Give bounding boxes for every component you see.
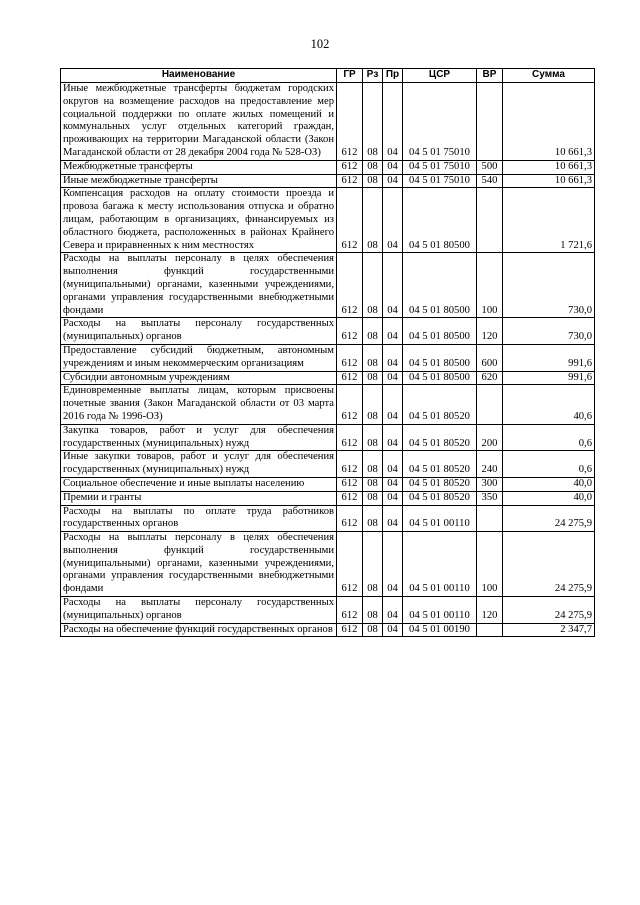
- row-name: Расходы на выплаты персоналу в целях обеспечения выполнения функций государственными (муниципальными) органами, казенными учреждениями, органами управления государственными внебюджетными фондами: [61, 532, 337, 597]
- row-sum: 1 721,6: [503, 188, 595, 253]
- row-pr: 04: [383, 371, 403, 385]
- row-vr: [477, 623, 503, 637]
- table-row: [61, 491, 595, 505]
- header-rz: Рз: [363, 69, 383, 83]
- row-rz: 08: [363, 188, 383, 253]
- row-gr: 612: [337, 597, 363, 624]
- row-name: Премии и гранты: [61, 491, 337, 505]
- row-name: Расходы на выплаты персоналу государственных (муниципальных) органов: [61, 318, 337, 345]
- row-vr: 120: [477, 318, 503, 345]
- row-pr: 04: [383, 424, 403, 451]
- row-rz: 08: [363, 385, 383, 424]
- row-pr: 04: [383, 532, 403, 597]
- row-vr: 600: [477, 344, 503, 371]
- row-sum: 0,6: [503, 451, 595, 478]
- row-gr: 612: [337, 371, 363, 385]
- row-gr: 612: [337, 532, 363, 597]
- header-name: Наименование: [61, 69, 337, 83]
- table-header-row: [61, 69, 595, 83]
- header-pr: Пр: [383, 69, 403, 83]
- row-vr: 500: [477, 160, 503, 174]
- row-vr: 240: [477, 451, 503, 478]
- row-vr: 100: [477, 253, 503, 318]
- row-csr: 04 5 01 80500: [403, 344, 477, 371]
- row-rz: 08: [363, 318, 383, 345]
- table-row: [61, 83, 595, 161]
- row-name: Иные закупки товаров, работ и услуг для обеспечения государственных (муниципальных) нужд: [61, 451, 337, 478]
- row-vr: 620: [477, 371, 503, 385]
- row-pr: 04: [383, 385, 403, 424]
- row-pr: 04: [383, 253, 403, 318]
- row-name: Расходы на выплаты персоналу в целях обеспечения выполнения функций государственными (муниципальными) органами, казенными учреждениями, органами управления государственными внебюджетными фондами: [61, 253, 337, 318]
- row-vr: 200: [477, 424, 503, 451]
- header-gr: ГР: [337, 69, 363, 83]
- row-sum: 40,0: [503, 491, 595, 505]
- row-rz: 08: [363, 623, 383, 637]
- row-sum: 24 275,9: [503, 505, 595, 532]
- row-csr: 04 5 01 75010: [403, 160, 477, 174]
- row-vr: 540: [477, 174, 503, 188]
- table-row: [61, 174, 595, 188]
- row-pr: 04: [383, 597, 403, 624]
- row-vr: 300: [477, 477, 503, 491]
- table-row: [61, 318, 595, 345]
- row-vr: 100: [477, 532, 503, 597]
- table-row: [61, 505, 595, 532]
- table-row: [61, 451, 595, 478]
- table-row: [61, 385, 595, 424]
- row-csr: 04 5 01 75010: [403, 83, 477, 161]
- row-pr: 04: [383, 477, 403, 491]
- row-name: Закупка товаров, работ и услуг для обеспечения государственных (муниципальных) нужд: [61, 424, 337, 451]
- row-sum: 991,6: [503, 344, 595, 371]
- row-vr: [477, 83, 503, 161]
- row-rz: 08: [363, 491, 383, 505]
- row-pr: 04: [383, 188, 403, 253]
- row-csr: 04 5 01 80520: [403, 451, 477, 478]
- row-csr: 04 5 01 00190: [403, 623, 477, 637]
- page-number: 102: [310, 37, 330, 51]
- row-pr: 04: [383, 344, 403, 371]
- row-gr: 612: [337, 83, 363, 161]
- table-body: [61, 83, 595, 637]
- row-gr: 612: [337, 188, 363, 253]
- row-rz: 08: [363, 505, 383, 532]
- row-csr: 04 5 01 80500: [403, 188, 477, 253]
- row-sum: 730,0: [503, 253, 595, 318]
- row-rz: 08: [363, 160, 383, 174]
- row-rz: 08: [363, 424, 383, 451]
- row-name: Иные межбюджетные трансферты: [61, 174, 337, 188]
- row-csr: 04 5 01 00110: [403, 597, 477, 624]
- table-row: [61, 253, 595, 318]
- row-sum: 730,0: [503, 318, 595, 345]
- row-csr: 04 5 01 80500: [403, 253, 477, 318]
- row-rz: 08: [363, 344, 383, 371]
- row-sum: 2 347,7: [503, 623, 595, 637]
- row-csr: 04 5 01 00110: [403, 532, 477, 597]
- row-name: Иные межбюджетные трансферты бюджетам городских округов на возмещение расходов на предоставление мер социальной поддержки по оплате жилых помещений и коммунальных услуг отдельных категорий граждан, проживающих на территории Магаданской области (Закон Магаданской области от 28 декабря 2004 года № 528-ОЗ): [61, 83, 337, 161]
- row-csr: 04 5 01 80500: [403, 371, 477, 385]
- row-gr: 612: [337, 253, 363, 318]
- row-gr: 612: [337, 344, 363, 371]
- row-gr: 612: [337, 505, 363, 532]
- row-sum: 10 661,3: [503, 160, 595, 174]
- row-csr: 04 5 01 80520: [403, 385, 477, 424]
- row-rz: 08: [363, 253, 383, 318]
- row-pr: 04: [383, 451, 403, 478]
- row-name: Расходы на выплаты персоналу государственных (муниципальных) органов: [61, 597, 337, 624]
- row-rz: 08: [363, 451, 383, 478]
- row-rz: 08: [363, 371, 383, 385]
- row-name: Компенсация расходов на оплату стоимости проезда и провоза багажа к месту использования отпуска и обратно лицам, работающим в организациях, финансируемых из областного бюджета, расположенных в районах Крайнего Севера и приравненных к ним местностях: [61, 188, 337, 253]
- row-name: Расходы на обеспечение функций государственных органов: [61, 623, 337, 637]
- row-csr: 04 5 01 00110: [403, 505, 477, 532]
- row-rz: 08: [363, 83, 383, 161]
- row-vr: [477, 188, 503, 253]
- row-gr: 612: [337, 174, 363, 188]
- row-gr: 612: [337, 318, 363, 345]
- table-row: [61, 160, 595, 174]
- row-gr: 612: [337, 477, 363, 491]
- row-pr: 04: [383, 174, 403, 188]
- row-sum: 24 275,9: [503, 597, 595, 624]
- header-csr: ЦСР: [403, 69, 477, 83]
- table-row: [61, 371, 595, 385]
- row-sum: 24 275,9: [503, 532, 595, 597]
- row-name: Социальное обеспечение и иные выплаты населению: [61, 477, 337, 491]
- budget-table: [60, 68, 595, 637]
- row-pr: 04: [383, 623, 403, 637]
- header-sum: Сумма: [503, 69, 595, 83]
- row-csr: 04 5 01 80500: [403, 318, 477, 345]
- row-pr: 04: [383, 83, 403, 161]
- row-vr: 350: [477, 491, 503, 505]
- row-rz: 08: [363, 597, 383, 624]
- row-sum: 0,6: [503, 424, 595, 451]
- table-row: [61, 344, 595, 371]
- row-csr: 04 5 01 80520: [403, 424, 477, 451]
- row-rz: 08: [363, 477, 383, 491]
- row-vr: 120: [477, 597, 503, 624]
- row-gr: 612: [337, 424, 363, 451]
- row-rz: 08: [363, 174, 383, 188]
- table-row: [61, 623, 595, 637]
- table-row: [61, 424, 595, 451]
- row-csr: 04 5 01 80520: [403, 491, 477, 505]
- row-sum: 40,0: [503, 477, 595, 491]
- row-sum: 10 661,3: [503, 83, 595, 161]
- row-name: Единовременные выплаты лицам, которым присвоены почетные звания (Закон Магаданской области от 03 марта 2016 года № 1996-ОЗ): [61, 385, 337, 424]
- row-pr: 04: [383, 318, 403, 345]
- row-sum: 40,6: [503, 385, 595, 424]
- row-rz: 08: [363, 532, 383, 597]
- row-name: Межбюджетные трансферты: [61, 160, 337, 174]
- row-pr: 04: [383, 160, 403, 174]
- row-name: Расходы на выплаты по оплате труда работников государственных органов: [61, 505, 337, 532]
- row-pr: 04: [383, 505, 403, 532]
- row-pr: 04: [383, 491, 403, 505]
- row-name: Предоставление субсидий бюджетным, автономным учреждениям и иным некоммерческим организациям: [61, 344, 337, 371]
- row-vr: [477, 385, 503, 424]
- table-row: [61, 188, 595, 253]
- row-gr: 612: [337, 451, 363, 478]
- row-csr: 04 5 01 75010: [403, 174, 477, 188]
- row-gr: 612: [337, 491, 363, 505]
- row-vr: [477, 505, 503, 532]
- row-gr: 612: [337, 623, 363, 637]
- table-row: [61, 477, 595, 491]
- row-gr: 612: [337, 385, 363, 424]
- row-name: Субсидии автономным учреждениям: [61, 371, 337, 385]
- row-sum: 10 661,3: [503, 174, 595, 188]
- row-csr: 04 5 01 80520: [403, 477, 477, 491]
- header-vr: ВР: [477, 69, 503, 83]
- table-row: [61, 597, 595, 624]
- row-sum: 991,6: [503, 371, 595, 385]
- row-gr: 612: [337, 160, 363, 174]
- table-row: [61, 532, 595, 597]
